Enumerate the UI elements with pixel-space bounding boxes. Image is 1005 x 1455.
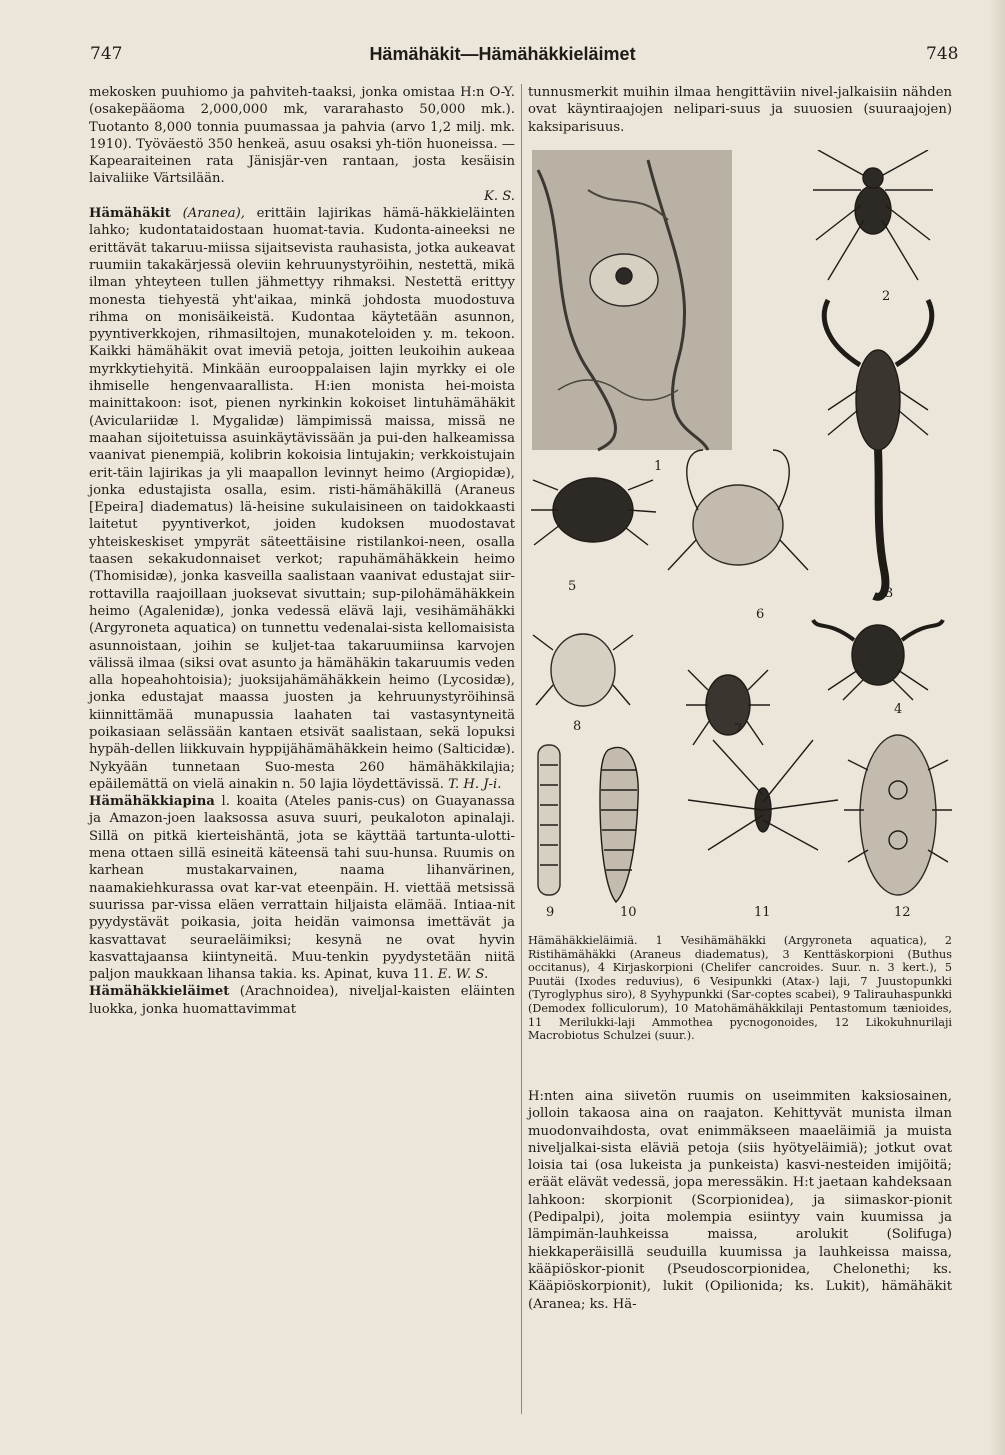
- article-tail-paragraph: mekosken puuhiomo ja pahviteh-taaksi, jonka omistaa H:n O-Y. (osakepääoma 2,000,000 mk, vararahasto 50,000 mk.). Tuotanto 8,000 tonnia puumassaa ja pahvia (arvo 1,2 milj. mk. 1910). Työväestö 350 henkeä, asuu osaksi yh-tiön huoneissa. — Kapearaiteinen rata Jänisjär-ven rantaan, josta kesäisin laivaliike Värtsilään.: [89, 85, 515, 187]
- figure-3-scorpion: [824, 300, 931, 597]
- figure-label-6: 6: [756, 607, 765, 622]
- figure-label-10: 10: [620, 905, 637, 920]
- right-lower-paragraph: H:nten aina siivetön ruumis on useimmiten kaksiosainen, jolloin takaosa aina on raajaton. Kehittyvät munista ilman muodonvaihdosta, ovat enimmäkseen maaeläimiä ja muista niveljalkai-sista eläviä petoja (siis hyötyeläimiä); jotkut ovat loisia tai (osa lukeista ja punkeista) kasvi-nesteiden imijöitä; eräät elävät vedessä, jopa meressäkin. H:t jaetaan kahdeksaan lahkoon: skorpionit (Scorpionidea), ja siimaskor-pionit (Pedipalpi), joita molempia esiintyy vain kuumissa ja lämpimän-lauhkeissa maissa, arolukit (Solifuga) hiekkaperäisillä seuduilla kuumissa ja lauhkeissa maissa, kääpiöskor-pionit (Pseudoscorpionidea, Chelonethi; ks. Kääpiöskorpionit), lukit (Opilionida; ks. Lukit), hämähäkit (Aranea; ks. Hä-: [528, 1089, 952, 1312]
- figure-6-water-mite: [668, 450, 808, 570]
- entry-hamahakit: [89, 205, 515, 793]
- figure-caption-text: Hämähäkkieläimiä. 1 Vesihämähäkki (Argyroneta aquatica), 2 Ristihämähäkki (Araneus diadematus), 3 Kenttäskorpioni (Buthus occitanus), 4 Kirjaskorpioni (Chelifer cancroides. Suur. n. 3 kert.), 5 Puutäi (Ixodes reduvius), 6 Vesipunkki (Atax-) laji, 7 Juustopunkki (Tyroglyphus siro), 8 Syyhypunkki (Sar-coptes scabei), 9 Talirauhaspunkki (Demodex folliculorum), 10 Matohämähäkkilaji Pentastomum tænioides, 11 Merilukki-laji Ammothea pycnogonoides, 12 Likokuhnurilaji Macrobiotus Schulzei (suur.).: [528, 934, 952, 1043]
- signature-hamahakit: T. H. J-i.: [448, 776, 502, 792]
- running-title: Hämähäkit—Hämähäkkieläimet: [369, 44, 636, 64]
- figure-caption: [528, 934, 952, 1043]
- headword-elaimet: Hämähäkkieläimet: [89, 984, 230, 1000]
- figure-label-7: 7: [734, 722, 743, 737]
- entry-elaimet-text: (Arachnoidea), niveljal-kaisten eläinten luokka, jonka huomattavimmat: [89, 984, 515, 1017]
- left-column: [89, 84, 515, 1018]
- page-number-left: 747: [90, 44, 123, 64]
- headword-hamahakit: Hämähäkit: [89, 206, 171, 222]
- right-column-top: [528, 84, 952, 136]
- figure-label-9: 9: [546, 905, 555, 920]
- entry-apina: [89, 793, 515, 983]
- entry-elaimet: [89, 983, 515, 1018]
- right-column-lower: [528, 1088, 952, 1313]
- right-top-paragraph: tunnusmerkit muihin ilmaa hengittäviin nivel-jalkaisiin nähden ovat käyntiraajojen nelipari-suus ja suuosien (suuraajojen) kaksiparisuus.: [528, 85, 952, 135]
- page-edge-shadow: [989, 0, 1005, 1455]
- figure-label-12: 12: [894, 905, 911, 920]
- figure-label-3: 3: [885, 586, 894, 601]
- entry-hamahakit-text: erittäin lajirikas hämä-häkkieläinten lahko; kudontataidostaan huomat-tavia. Kudonta-aineeksi ne erittävät takaruu-miissa sijaitsevista rauhasista, jotka aukeavat ruumiin takakärjessä oleviin kehruunystyröihin, nestettä, mikä ilman yhteyteen tullen jähmettyy rihmaksi. Nestettä erittyy monesta tiehyestä yht'aikaa, minkä johdosta muodostuva rihma on monisäikeistä. Kudontaa käytetään asunnon, pyyntiverkkojen, rihmasiltojen, munakoteloiden y. m. tekoon. Kaikki hämähäkit ovat imeviä petoja, joitten leukoihin aukeaa myrkkytiehyitä. Minkään eurooppalaisen lajin myrkky ei ole ihmiselle hengenvaarallista. H:ien monista hei-moista mainittakoon: isot, pienen nyrkinkin kokoiset lintuhämähäkit (Aviculariidæ l. Mygalidæ) lämpimissä maissa, missä ne maahan sijoitetuissa asuinkäytävissään ja pui-den halkeamissa vaanivat pienempiä, kolibrin kokoisia lintujakin; verkkoistujain erit-täin lajirikas ja yli maapallon levinnyt heimo (Argiopidæ), jonka edustajista osalla, esim. risti-hämähäkillä (Araneus [Epeira] diadematus) lä-heisine sukulaisineen on taidokkaasti laitetut pyyntiverkot, joiden kudoksen muodostavat yhteiskeskiset ympyrät säteettäisine ristilankoi-neen, osalla taasen sekakudonnaiset verkot; rapuhämähäkkein heimo (Thomisidæ), jonka kasveilla saalistaan vaanivat edustajat siir-rottavilla raajoillaan juoksevat sivuttain; sup-pilohämähäkkein heimo (Agalenidæ), jonka vedessä elävä laji, vesihämähäkki (Argyroneta aquatica) on tunnettu vedenalai-sista kellomaisista asunnoistaan, joihin se kuljet-taa takaruumiinsa karvojen välissä ilmaa (siksi ovat asunto ja hämähäkin takaruumis veden alla hopeahohtoisia); juoksijahämähäkkein heimo (Lycosidæ), jonka edustajat maassa juosten ja kehruunystyröihinsä kiinnittämää munapussia laahaten tai vastasyntyneitä poikasiaan selässään kantaen etsivät saalistaan, sekä lopuksi hypäh-dellen liikkuvain hyppijähämähäkkein heimo (Salticidæ). Nykyään tunnetaan Suo-mesta 260 hämähäkkilajia; epäilemättä on vielä ainakin n. 50 lajia löydettävissä.: [89, 206, 515, 792]
- figure-1-water-spider: [532, 150, 732, 450]
- figure-5-tick: [531, 478, 656, 545]
- latin-aranea: (Aranea),: [182, 206, 245, 222]
- column-divider: [521, 84, 522, 1414]
- page-header: [0, 0, 1005, 72]
- entry-apina-text: l. koaita (Ateles panis-cus) on Guayanassa ja Amazon-joen laaksossa asuva suuri, peukaloton apinalaji. Sillä on pitkä kierteishäntä, jota se käyttää tartunta-ulotti-mena ottaen sillä esineitä käteensä tahi suu-hunsa. Ruumis on karhean mustakarvainen, naama lihanvärinen, naamakiehkurassa ovat kar-vat eteenpäin. H. viettää metsissä suurissa par-vissa eläen verrattain hiljaista elämää. Intiaa-nit pyydystävät poikasia, joita heidän vaimonsa imettävät ja kasvattavat seuraeläimiksi; kesynä ne ovat hyvin kasvattajaansa kiintyneitä. Muu-tenkin pyydystetään niitä paljon maukkaan lihansa takia. ks. Apinat, kuva 11.: [89, 794, 515, 983]
- figure-4-book-scorpion: [813, 620, 943, 700]
- headword-apina: Hämähäkkiapina: [89, 794, 215, 810]
- figure-7-cheese-mite: [686, 670, 770, 745]
- arachnid-plate-figure: [528, 150, 952, 922]
- figure-11-sea-spider: [688, 740, 838, 850]
- article-signature: K. S.: [484, 188, 515, 204]
- figure-9-follicle-mite: [538, 745, 560, 895]
- figure-12-tardigrade: [844, 735, 952, 895]
- figure-label-11: 11: [754, 905, 771, 920]
- figure-10-tongue-worm: [600, 747, 638, 902]
- signature-apina: E. W. S.: [437, 967, 489, 983]
- arachnid-plate-svg: [528, 150, 952, 922]
- figure-label-1: 1: [654, 459, 663, 474]
- figure-2-cross-spider: [813, 150, 933, 280]
- figure-label-2: 2: [882, 289, 891, 304]
- figure-label-4: 4: [894, 702, 903, 717]
- figure-8-itch-mite: [533, 634, 633, 706]
- figure-label-8: 8: [573, 719, 582, 734]
- figure-label-5: 5: [568, 579, 577, 594]
- page-number-right: 748: [926, 44, 959, 64]
